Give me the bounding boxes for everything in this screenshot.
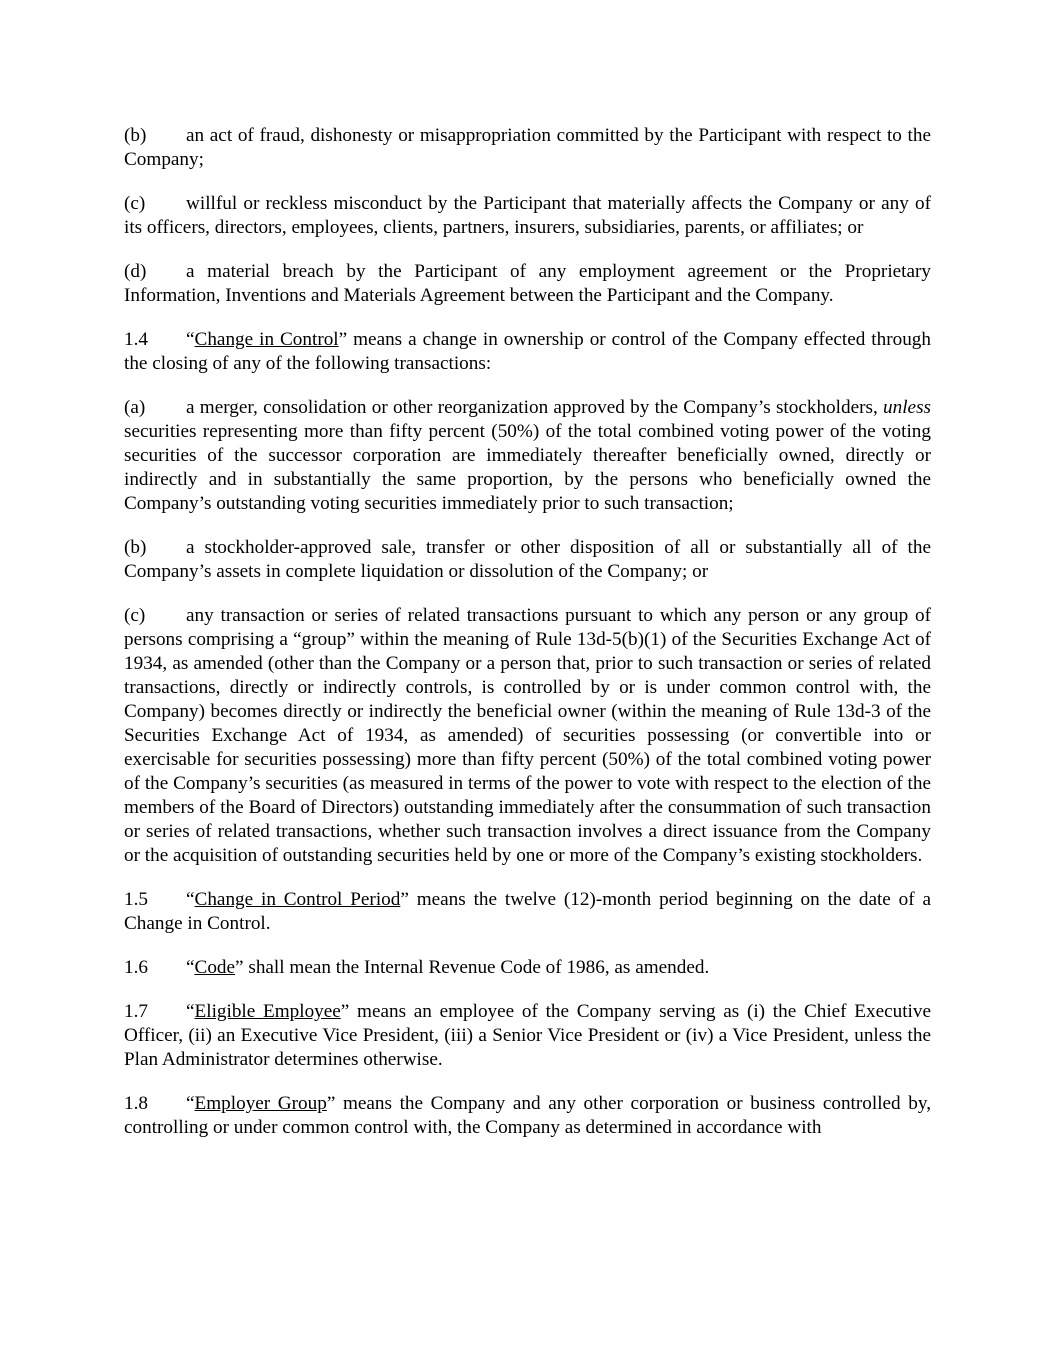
section-number: 1.7 — [124, 1001, 148, 1022]
section-number: 1.5 — [124, 889, 148, 910]
clause-text-before: a merger, consolidation or other reorganization approved by the Company’s stockholders, — [186, 397, 884, 418]
section-number: 1.6 — [124, 957, 148, 978]
section-1-5 — [124, 888, 931, 936]
clause-number: (c) — [124, 605, 146, 626]
clause-1-4-c — [124, 604, 931, 868]
defined-term: Code — [194, 957, 236, 978]
clause-text: a material breach by the Participant of any employment agreement or the Proprietary Information, Inventions and Materials Agreement between the Participant and the Company. — [124, 261, 931, 306]
clause-1-4-b — [124, 536, 931, 584]
definition-text: ” shall mean the Internal Revenue Code of 1986, as amended. — [235, 957, 710, 978]
open-quote: “ — [186, 889, 195, 910]
definition-text: ” means the twelve (12)-month period beginning on the date of a Change in Control. — [124, 889, 932, 934]
section-number: 1.4 — [124, 329, 148, 350]
clause-number: (a) — [124, 397, 146, 418]
defined-term: Change in Control Period — [194, 889, 401, 910]
defined-term: Change in Control — [194, 329, 339, 350]
open-quote: “ — [186, 329, 195, 350]
open-quote: “ — [186, 1093, 195, 1114]
clause-text-after: securities representing more than fifty percent (50%) of the total combined voting power of the voting securities of the successor corporation are immediately thereafter beneficially owned, directly or indirectly and in substantially the same proportion, by the persons who beneficially owned the Company’s outstanding voting securities immediately prior to such transaction; — [124, 421, 931, 514]
clause-number: (b) — [124, 125, 147, 146]
clause-number: (d) — [124, 261, 147, 282]
clause-1-3-c — [124, 192, 931, 240]
open-quote: “ — [186, 957, 195, 978]
clause-1-3-b — [124, 124, 931, 172]
definition-text: ” means a change in ownership or control of the Company effected through the closing of any of the following transactions: — [124, 329, 931, 374]
section-1-7 — [124, 1000, 931, 1072]
clause-number: (c) — [124, 193, 146, 214]
defined-term: Eligible Employee — [194, 1001, 341, 1022]
clause-number: (b) — [124, 537, 147, 558]
document-page — [124, 124, 931, 1160]
definition-text: ” means an employee of the Company serving as (i) the Chief Executive Officer, (ii) an Executive Vice President, (iii) a Senior Vice President or (iv) a Vice President, unless the Plan Administrator determines otherwise. — [124, 1001, 931, 1070]
clause-text: willful or reckless misconduct by the Participant that materially affects the Company or any of its officers, directors, employees, clients, partners, insurers, subsidiaries, parents, or affiliates; or — [124, 193, 931, 238]
emphasized-word: unless — [883, 397, 931, 418]
clause-text: a stockholder-approved sale, transfer or other disposition of all or substantially all of the Company’s assets in complete liquidation or dissolution of the Company; or — [124, 537, 931, 582]
clause-1-3-d — [124, 260, 931, 308]
section-1-4 — [124, 328, 931, 376]
clause-text: an act of fraud, dishonesty or misappropriation committed by the Participant with respect to the Company; — [124, 125, 931, 170]
defined-term: Employer Group — [194, 1093, 327, 1114]
section-1-8 — [124, 1092, 931, 1140]
section-1-6 — [124, 956, 931, 980]
clause-1-4-a — [124, 396, 931, 516]
definition-text: ” means the Company and any other corporation or business controlled by, controlling or under common control with, the Company as determined in accordance with — [124, 1093, 931, 1138]
section-number: 1.8 — [124, 1093, 148, 1114]
clause-text: any transaction or series of related transactions pursuant to which any person or any group of persons comprising a “group” within the meaning of Rule 13d-5(b)(1) of the Securities Exchange Act of 1934, as amended (other than the Company or a person that, prior to such transaction or series of related transactions, directly or indirectly controls, is controlled by or is under common control with, the Company) becomes directly or indirectly the beneficial owner (within the meaning of Rule 13d-3 of the Securities Exchange Act of 1934, as amended) of securities possessing (or convertible into or exercisable for securities possessing) more than fifty percent (50%) of the total combined voting power of the Company’s securities (as measured in terms of the power to vote with respect to the election of the members of the Board of Directors) outstanding immediately after the consummation of such transaction or series of related transactions, whether such transaction involves a direct issuance from the Company or the acquisition of outstanding securities held by one or more of the Company’s existing stockholders. — [124, 605, 931, 866]
open-quote: “ — [186, 1001, 195, 1022]
